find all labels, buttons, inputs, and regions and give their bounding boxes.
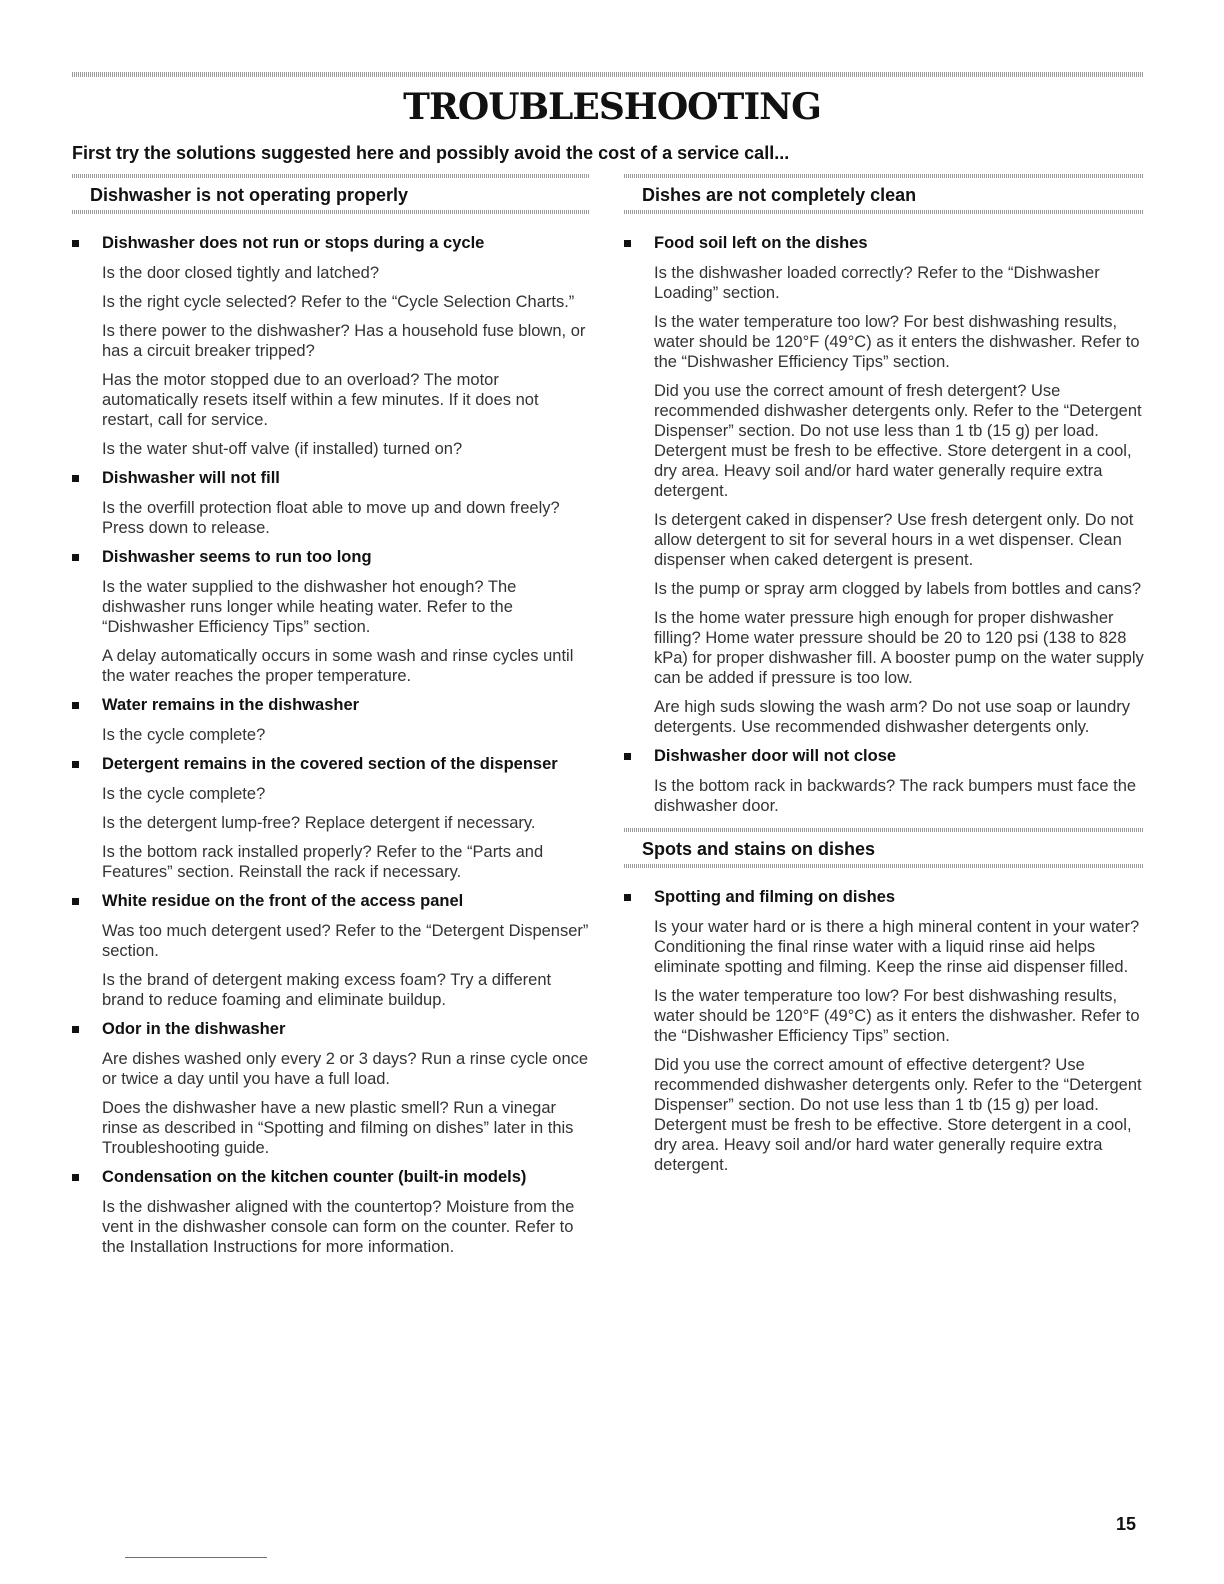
right-column xyxy=(624,174,1144,1177)
issue-list xyxy=(72,214,590,1257)
issue-paragraph: Is the water temperature too low? For best dishwashing results, water should be 120°F (49°C) as it enters the dishwasher. Refer to the “Dishwasher Efficiency Tips” section. xyxy=(654,987,1140,1045)
issue-paragraph: Is the pump or spray arm clogged by labels from bottles and cans? xyxy=(654,580,1141,598)
bullet-icon xyxy=(72,1174,79,1181)
issue-paragraph: Is there power to the dishwasher? Has a household fuse blown, or has a circuit breaker tripped? xyxy=(102,322,586,360)
issue-title: Dishwasher will not fill xyxy=(102,469,280,487)
section-header-not-operating xyxy=(72,174,590,214)
issue-item xyxy=(72,754,590,882)
section-rule xyxy=(72,174,590,178)
bullet-icon xyxy=(72,475,79,482)
issue-paragraph: Was too much detergent used? Refer to the “Detergent Dispenser” section. xyxy=(102,922,589,960)
bullet-icon xyxy=(624,894,631,901)
issue-paragraph: A delay automatically occurs in some wash and rinse cycles until the water reaches the proper temperature. xyxy=(102,647,574,685)
bullet-icon xyxy=(72,898,79,905)
issue-item xyxy=(72,233,590,459)
issue-item xyxy=(624,746,1144,816)
issue-paragraph: Did you use the correct amount of fresh detergent? Use recommended dishwasher detergents only. Refer to the “Detergent Dispenser” section. Do not use less than 1 tb (15 g) per load. Detergent must be fresh to be effective. Store detergent in a cool, dry area. Heavy soil and/or hard water generally require extra detergent. xyxy=(654,382,1142,500)
issue-item xyxy=(72,1167,590,1257)
issue-paragraph: Is the water supplied to the dishwasher hot enough? The dishwasher runs longer while heating water. Refer to the “Dishwasher Efficiency Tips” section. xyxy=(102,578,517,636)
bullet-icon xyxy=(624,753,631,760)
issue-paragraph: Is the door closed tightly and latched? xyxy=(102,264,380,282)
issue-title: Dishwasher seems to run too long xyxy=(102,548,372,566)
left-column xyxy=(72,174,590,1259)
bullet-icon xyxy=(72,702,79,709)
intro-text: First try the solutions suggested here and possibly avoid the cost of a service call... xyxy=(72,143,790,163)
section-header-spots xyxy=(624,828,1144,868)
issue-item xyxy=(72,695,590,745)
issue-list xyxy=(624,868,1144,1175)
page-number: 15 xyxy=(1116,1514,1137,1534)
issue-paragraph: Is the dishwasher aligned with the countertop? Moisture from the vent in the dishwasher console can form on the counter. Refer to the Installation Instructions for more information. xyxy=(102,1198,575,1256)
issue-paragraph: Is the bottom rack in backwards? The rack bumpers must face the dishwasher door. xyxy=(654,777,1137,815)
issue-paragraph: Is the dishwasher loaded correctly? Refer to the “Dishwasher Loading” section. xyxy=(654,264,1100,302)
issue-title: Dishwasher does not run or stops during a cycle xyxy=(102,234,485,252)
issue-paragraph: Is the cycle complete? xyxy=(102,785,266,803)
issue-paragraph: Is the water temperature too low? For best dishwashing results, water should be 120°F (49°C) as it enters the dishwasher. Refer to the “Dishwasher Efficiency Tips” section. xyxy=(654,313,1140,371)
section-heading: Spots and stains on dishes xyxy=(642,839,876,859)
issue-title: Detergent remains in the covered section of the dispenser xyxy=(102,755,558,773)
section-rule xyxy=(624,828,1144,832)
issue-item xyxy=(624,887,1144,1175)
issue-list xyxy=(624,214,1144,816)
section-heading: Dishes are not completely clean xyxy=(642,185,917,205)
issue-paragraph: Are dishes washed only every 2 or 3 days? Run a rinse cycle once or twice a day until you have a full load. xyxy=(102,1050,589,1088)
issue-title: White residue on the front of the access panel xyxy=(102,892,464,910)
issue-paragraph: Are high suds slowing the wash arm? Do not use soap or laundry detergents. Use recommended dishwasher detergents only. xyxy=(654,698,1131,736)
bullet-icon xyxy=(72,761,79,768)
issue-paragraph: Is your water hard or is there a high mineral content in your water? Conditioning the final rinse water with a liquid rinse aid helps eliminate spotting and filming. Keep the rinse aid dispenser filled. xyxy=(654,918,1140,976)
issue-paragraph: Did you use the correct amount of effective detergent? Use recommended dishwasher detergents only. Refer to the “Detergent Dispenser” section. Do not use less than 1 tb (15 g) per load. Detergent must be fresh to be effective. Store detergent in a cool, dry area. Heavy soil and/or hard water generally require extra detergent. xyxy=(654,1056,1142,1174)
section-header-not-clean xyxy=(624,174,1144,214)
bullet-icon xyxy=(72,240,79,247)
issue-title: Dishwasher door will not close xyxy=(654,747,897,765)
issue-paragraph: Is the bottom rack installed properly? Refer to the “Parts and Features” section. Reinstall the rack if necessary. xyxy=(102,843,544,881)
section-rule xyxy=(72,210,590,214)
issue-item xyxy=(72,547,590,686)
issue-title: Spotting and filming on dishes xyxy=(654,888,896,906)
issue-title: Water remains in the dishwasher xyxy=(102,696,360,714)
issue-title: Odor in the dishwasher xyxy=(102,1020,286,1038)
issue-title: Condensation on the kitchen counter (built-in models) xyxy=(102,1168,527,1186)
issue-item xyxy=(72,1019,590,1158)
issue-paragraph: Is the overfill protection float able to move up and down freely? Press down to release. xyxy=(102,499,560,537)
issue-paragraph: Is detergent caked in dispenser? Use fresh detergent only. Do not allow detergent to sit for several hours in a wet dispenser. Clean dispenser when caked detergent is present. xyxy=(654,511,1134,569)
issue-item xyxy=(624,233,1144,737)
issue-paragraph: Is the brand of detergent making excess foam? Try a different brand to reduce foaming and eliminate buildup. xyxy=(102,971,552,1009)
issue-paragraph: Is the right cycle selected? Refer to the “Cycle Selection Charts.” xyxy=(102,293,575,311)
bullet-icon xyxy=(624,240,631,247)
section-rule xyxy=(624,210,1144,214)
section-heading: Dishwasher is not operating properly xyxy=(90,185,409,205)
issue-title: Food soil left on the dishes xyxy=(654,234,868,252)
issue-paragraph: Is the detergent lump-free? Replace detergent if necessary. xyxy=(102,814,536,832)
issue-paragraph: Is the home water pressure high enough for proper dishwasher filling? Home water pressure should be 20 to 120 psi (138 to 828 kPa) for proper dishwasher fill. A booster pump on the water supply can be added if pressure is too low. xyxy=(654,609,1144,687)
bullet-icon xyxy=(72,1026,79,1033)
issue-paragraph: Has the motor stopped due to an overload? The motor automatically resets itself within a few minutes. If it does not restart, call for service. xyxy=(102,371,539,429)
footer-line xyxy=(125,1557,267,1558)
section-rule xyxy=(624,174,1144,178)
issue-item xyxy=(72,891,590,1010)
issue-item xyxy=(72,468,590,538)
page-title: TROUBLESHOOTING xyxy=(403,86,821,128)
issue-paragraph: Does the dishwasher have a new plastic smell? Run a vinegar rinse as described in “Spotting and filming on dishes” later in this Troubleshooting guide. xyxy=(102,1099,574,1157)
top-divider xyxy=(72,72,1144,77)
section-rule xyxy=(624,864,1144,868)
bullet-icon xyxy=(72,554,79,561)
issue-paragraph: Is the cycle complete? xyxy=(102,726,266,744)
issue-paragraph: Is the water shut-off valve (if installed) turned on? xyxy=(102,440,463,458)
